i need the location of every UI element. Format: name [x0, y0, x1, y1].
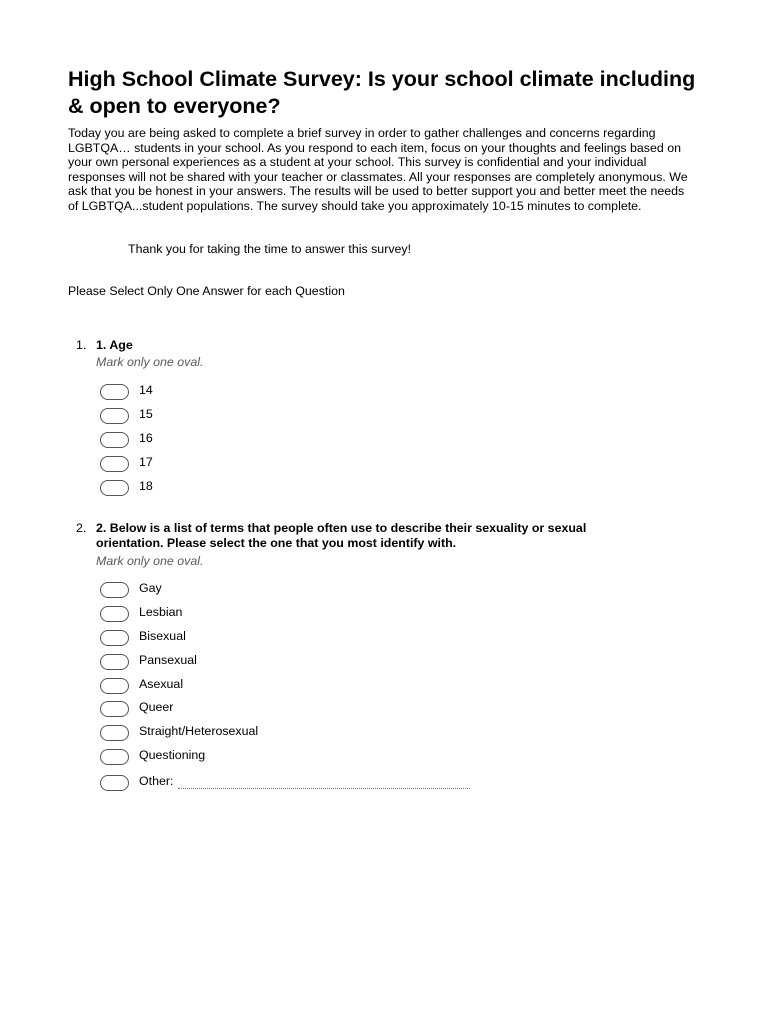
option-other[interactable] — [100, 773, 500, 793]
question-hint: Mark only one oval. — [96, 355, 204, 369]
option-label: Gay — [139, 581, 162, 595]
radio-oval[interactable] — [100, 384, 129, 400]
option-gay[interactable] — [100, 580, 500, 600]
option-label: Questioning — [139, 748, 206, 762]
option-label: Queer — [139, 700, 174, 714]
other-text-field[interactable] — [178, 788, 470, 789]
option-lesbian[interactable] — [100, 604, 500, 624]
radio-oval[interactable] — [100, 432, 129, 448]
question-number: 1. — [76, 338, 87, 352]
radio-oval[interactable] — [100, 606, 129, 622]
radio-oval[interactable] — [100, 701, 129, 717]
question-hint: Mark only one oval. — [96, 554, 204, 568]
option-questioning[interactable] — [100, 747, 500, 767]
option-queer[interactable] — [100, 699, 500, 719]
radio-oval[interactable] — [100, 749, 129, 765]
radio-oval[interactable] — [100, 725, 129, 741]
option-pansexual[interactable] — [100, 652, 500, 672]
instructions-text: Please Select Only One Answer for each Question — [68, 284, 345, 298]
survey-intro: Today you are being asked to complete a brief survey in order to gather challenges and concerns regarding LGBTQA… students in your school. As you respond to each item, focus on your thoughts and feelings based on your own personal experiences as a student at your school. This survey is confidential and your individual responses will not be shared with your teacher or classmates. All your responses are completely anonymous. We ask that you be honest in your answers. The results will be used to better support you and better meet the needs of LGBTQA...student populations. The survey should take you approximately 10-15 minutes to complete. — [68, 126, 688, 213]
option-label: 16 — [139, 431, 153, 445]
option-label: Asexual — [139, 677, 184, 691]
option-label: Bisexual — [139, 629, 186, 643]
option-15[interactable] — [100, 406, 500, 426]
thank-you-note: Thank you for taking the time to answer this survey! — [128, 242, 412, 256]
radio-oval[interactable] — [100, 480, 129, 496]
question-text: 2. Below is a list of terms that people often use to describe their sexuality or sexual orientation. Please select the one that you most identify with. — [96, 521, 587, 550]
option-label: 18 — [139, 479, 153, 493]
radio-oval[interactable] — [100, 630, 129, 646]
option-18[interactable] — [100, 478, 500, 498]
option-label: 17 — [139, 455, 153, 469]
radio-oval[interactable] — [100, 582, 129, 598]
option-label: Other: — [139, 774, 174, 788]
radio-oval[interactable] — [100, 456, 129, 472]
option-bisexual[interactable] — [100, 628, 500, 648]
option-label: Straight/Heterosexual — [139, 724, 259, 738]
radio-oval[interactable] — [100, 408, 129, 424]
survey-title: High School Climate Survey: Is your school climate including & open to everyone? — [68, 67, 696, 118]
option-straight-heterosexual[interactable] — [100, 723, 500, 743]
option-14[interactable] — [100, 382, 500, 402]
radio-oval[interactable] — [100, 654, 129, 670]
question-text: 1. Age — [96, 338, 133, 352]
option-label: 14 — [139, 383, 153, 397]
question-number: 2. — [76, 521, 87, 535]
option-label: 15 — [139, 407, 153, 421]
option-asexual[interactable] — [100, 676, 500, 696]
option-17[interactable] — [100, 454, 500, 474]
option-16[interactable] — [100, 430, 500, 450]
option-label: Pansexual — [139, 653, 197, 667]
option-label: Lesbian — [139, 605, 183, 619]
radio-oval[interactable] — [100, 678, 129, 694]
radio-oval[interactable] — [100, 775, 129, 791]
